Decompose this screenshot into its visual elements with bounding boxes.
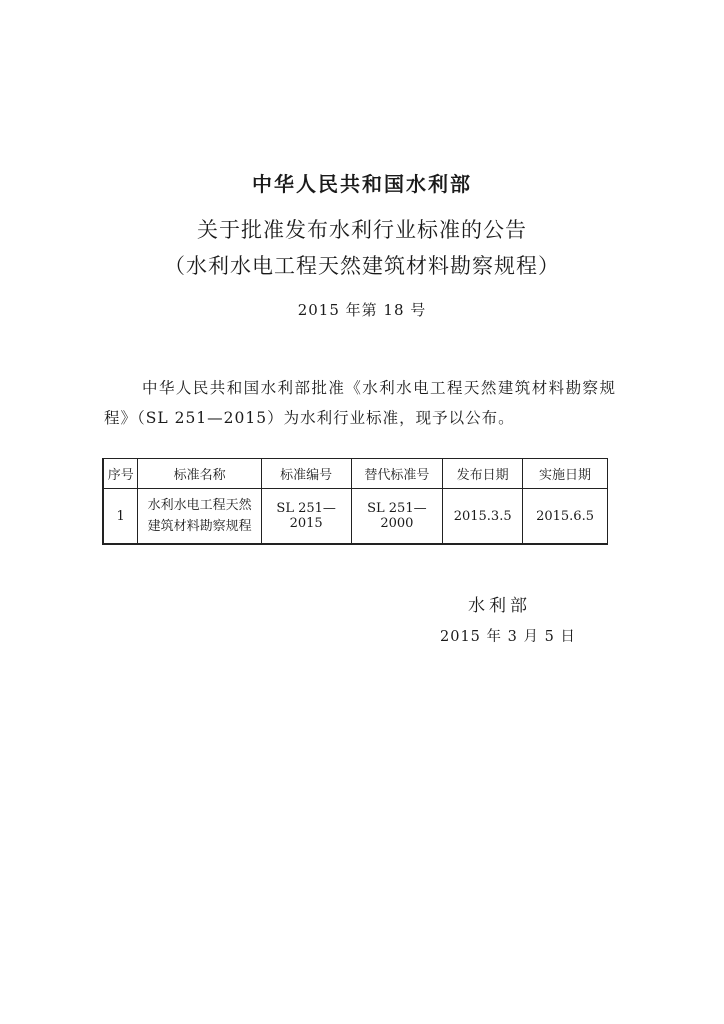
announcement-title-line2: （水利水电工程天然建筑材料勘察规程） [164,254,560,278]
signature-date: 2015 年 3 月 5 日 [440,629,576,645]
header-index: 序号 [103,459,138,489]
header-standard-name: 标准名称 [138,459,261,489]
ministry-title: 中华人民共和国水利部 [252,172,472,196]
header-issue-date: 发布日期 [443,459,523,489]
header-standard-code: 标准编号 [261,459,351,489]
cell-replaced-code: SL 251—2000 [351,489,443,545]
cell-standard-name-line2: 建筑材料勘察规程 [147,519,252,534]
table-header-row [103,459,608,489]
signature: 水利部 [468,596,531,616]
announcement-body: 中华人民共和国水利部批准《水利水电工程天然建筑材料勘察规程》（SL 251—2015）为水利行业标准，现予以公布。 [104,379,616,427]
cell-standard-name [138,489,261,545]
header-effective-date: 实施日期 [523,459,608,489]
document-number: 2015 年第 18 号 [297,301,427,319]
cell-standard-code: SL 251—2015 [261,489,351,545]
announcement-title-line1: 关于批准发布水利行业标准的公告 [197,218,527,242]
cell-index: 1 [103,489,138,545]
table-row [103,489,608,545]
header-replaced-code: 替代标准号 [351,459,443,489]
cell-standard-name-line1: 水利水电工程天然 [147,498,252,513]
cell-issue-date: 2015.3.5 [443,489,523,545]
standards-table [102,458,608,545]
cell-effective-date: 2015.6.5 [523,489,608,545]
